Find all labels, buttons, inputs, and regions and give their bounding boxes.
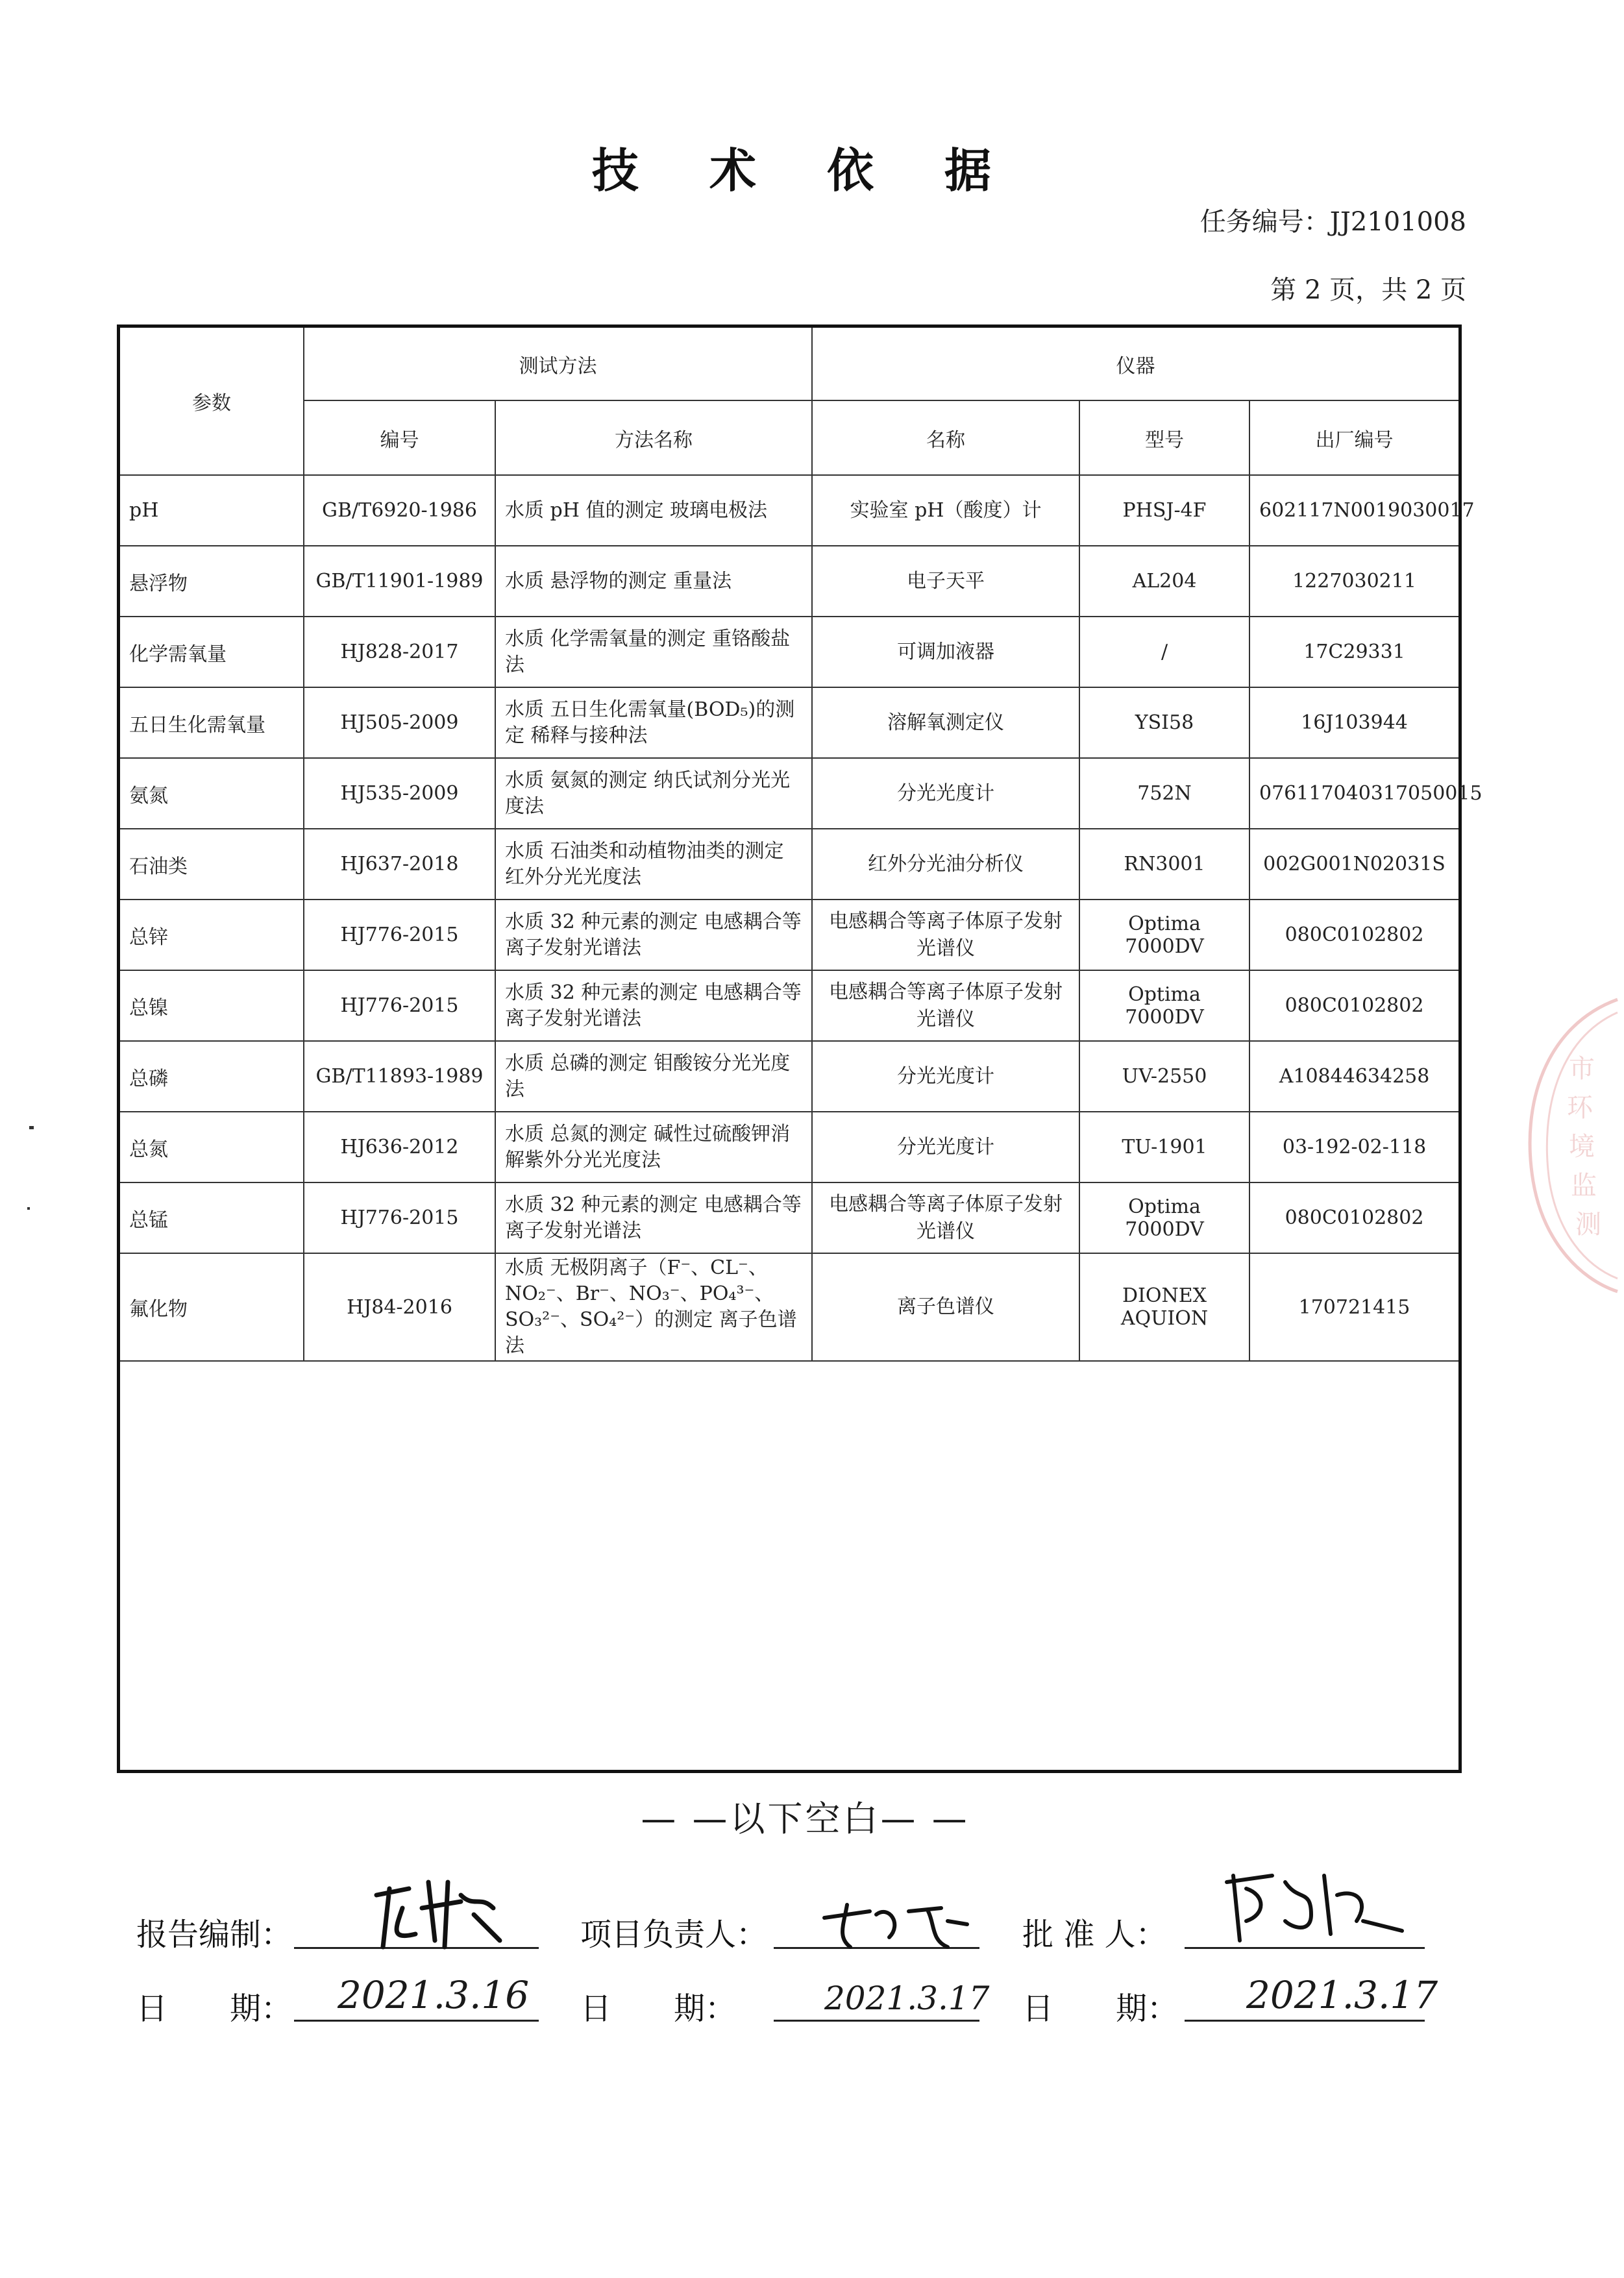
scan-mark	[27, 1207, 30, 1210]
project-manager-signature	[818, 1885, 980, 1957]
approver-date: 2021.3.17	[1246, 1973, 1438, 2017]
code-cell: HJ828-2017	[304, 617, 495, 687]
table-row	[120, 1112, 1458, 1182]
method-name-cell: 水质 32 种元素的测定 电感耦合等离子发射光谱法	[495, 1182, 812, 1253]
table-frame	[117, 325, 1483, 1773]
code-cell: HJ84-2016	[304, 1253, 495, 1361]
param-cell: 氟化物	[120, 1253, 304, 1361]
code-cell: HJ535-2009	[304, 758, 495, 829]
serial-cell: 03-192-02-118	[1249, 1112, 1458, 1182]
code-cell: HJ505-2009	[304, 687, 495, 758]
svg-text:测: 测	[1575, 1210, 1601, 1240]
svg-text:市: 市	[1569, 1054, 1595, 1084]
approver-label: 批 准 人：	[1022, 1917, 1167, 1953]
instrument-name-cell: 电感耦合等离子体原子发射光谱仪	[812, 900, 1079, 970]
red-seal-stamp	[1507, 986, 1624, 1298]
param-cell: 总镍	[120, 970, 304, 1041]
code-header: 编号	[304, 400, 495, 475]
param-cell: 总氮	[120, 1112, 304, 1182]
param-cell: 总锌	[120, 900, 304, 970]
approver-signature	[1214, 1863, 1409, 1947]
model-cell: Optima 7000DV	[1079, 1182, 1249, 1253]
method-name-cell: 水质 石油类和动植物油类的测定 红外分光光度法	[495, 829, 812, 900]
code-cell: GB/T11901-1989	[304, 546, 495, 617]
param-cell: 悬浮物	[120, 546, 304, 617]
prepared-by-label: 报告编制：	[136, 1917, 293, 1953]
code-cell: HJ776-2015	[304, 970, 495, 1041]
serial-cell: 002G001N02031S	[1249, 829, 1458, 900]
method-name-cell: 水质 五日生化需氧量(BOD₅)的测定 稀释与接种法	[495, 687, 812, 758]
date-label-2: 日 期：	[580, 1990, 737, 2027]
instrument-name-cell: 实验室 pH（酸度）计	[812, 475, 1079, 546]
model-cell: RN3001	[1079, 829, 1249, 900]
serial-cell: 080C0102802	[1249, 970, 1458, 1041]
blank-below-note: — —以下空白— —	[641, 1798, 970, 1839]
model-cell: AL204	[1079, 546, 1249, 617]
instrument-name-cell: 离子色谱仪	[812, 1253, 1079, 1361]
table-header-row-1	[120, 328, 1458, 400]
prepared-by-signature	[363, 1869, 519, 1953]
date-label-3: 日 期：	[1022, 1990, 1179, 2027]
model-cell: YSI58	[1079, 687, 1249, 758]
method-name-cell: 水质 氨氮的测定 纳氏试剂分光光度法	[495, 758, 812, 829]
serial-cell: 076117040317050015	[1249, 758, 1458, 829]
code-cell: HJ636-2012	[304, 1112, 495, 1182]
table-header-row-2	[120, 400, 1458, 475]
manager-date: 2021.3.17	[824, 1979, 990, 2017]
document-title: 技 术 依 据	[591, 143, 1019, 198]
serial-cell: 16J103944	[1249, 687, 1458, 758]
method-header: 测试方法	[304, 328, 812, 400]
method-name-cell: 水质 总氮的测定 碱性过硫酸钾消解紫外分光光度法	[495, 1112, 812, 1182]
param-cell: 五日生化需氧量	[120, 687, 304, 758]
model-cell: /	[1079, 617, 1249, 687]
method-name-cell: 水质 总磷的测定 钼酸铵分光光度法	[495, 1041, 812, 1112]
serial-cell: 1227030211	[1249, 546, 1458, 617]
instrument-name-cell: 分光光度计	[812, 1112, 1079, 1182]
table-body	[120, 475, 1483, 1361]
method-name-cell: 水质 32 种元素的测定 电感耦合等离子发射光谱法	[495, 900, 812, 970]
technical-basis-table	[120, 328, 1483, 1362]
serial-cell: 170721415	[1249, 1253, 1458, 1361]
model-cell: PHSJ-4F	[1079, 475, 1249, 546]
table-row	[120, 970, 1458, 1041]
table-row	[120, 900, 1458, 970]
model-cell: Optima 7000DV	[1079, 900, 1249, 970]
method-name-cell: 水质 悬浮物的测定 重量法	[495, 546, 812, 617]
date-line-1	[294, 2020, 539, 2022]
serial-cell: A10844634258	[1249, 1041, 1458, 1112]
table-row	[120, 475, 1458, 546]
table-row	[120, 1253, 1458, 1361]
param-cell: 石油类	[120, 829, 304, 900]
code-cell: HJ637-2018	[304, 829, 495, 900]
param-cell: 总锰	[120, 1182, 304, 1253]
svg-text:环: 环	[1567, 1093, 1593, 1123]
serial-cell: 602117N0019030017	[1249, 475, 1458, 546]
code-cell: HJ776-2015	[304, 1182, 495, 1253]
table-row	[120, 687, 1458, 758]
model-cell: 752N	[1079, 758, 1249, 829]
prepared-date: 2021.3.16	[338, 1973, 530, 2017]
date-line-3	[1185, 2020, 1425, 2022]
table-row	[120, 617, 1458, 687]
instrument-header: 仪器	[812, 328, 1458, 400]
svg-text:境: 境	[1569, 1132, 1595, 1162]
serial-cell: 17C29331	[1249, 617, 1458, 687]
serial-header: 出厂编号	[1249, 400, 1458, 475]
model-cell: DIONEX AQUION	[1079, 1253, 1249, 1361]
instrument-name-cell: 电感耦合等离子体原子发射光谱仪	[812, 1182, 1079, 1253]
code-cell: HJ776-2015	[304, 900, 495, 970]
project-manager-label: 项目负责人：	[580, 1917, 768, 1953]
method-name-cell: 水质 无极阴离子（F⁻、CL⁻、NO₂⁻、Br⁻、NO₃⁻、PO₄³⁻、SO₃²⁻、SO₄²⁻）的测定 离子色谱法	[495, 1253, 812, 1361]
table-row	[120, 1182, 1458, 1253]
approver-line	[1185, 1947, 1425, 1949]
param-cell: 氨氮	[120, 758, 304, 829]
table-row	[120, 1041, 1458, 1112]
table-row	[120, 829, 1458, 900]
model-cell: UV-2550	[1079, 1041, 1249, 1112]
param-header: 参数	[120, 328, 304, 475]
svg-text:监: 监	[1571, 1171, 1597, 1201]
code-cell: GB/T6920-1986	[304, 475, 495, 546]
param-cell: 总磷	[120, 1041, 304, 1112]
page-info: 第 2 页，共 2 页	[1270, 275, 1466, 305]
instrument-name-header: 名称	[812, 400, 1079, 475]
serial-cell: 080C0102802	[1249, 1182, 1458, 1253]
instrument-name-cell: 分光光度计	[812, 1041, 1079, 1112]
param-cell: pH	[120, 475, 304, 546]
method-name-cell: 水质 32 种元素的测定 电感耦合等离子发射光谱法	[495, 970, 812, 1041]
instrument-name-cell: 溶解氧测定仪	[812, 687, 1079, 758]
model-cell: Optima 7000DV	[1079, 970, 1249, 1041]
scan-mark	[29, 1126, 34, 1129]
instrument-name-cell: 分光光度计	[812, 758, 1079, 829]
code-cell: GB/T11893-1989	[304, 1041, 495, 1112]
table-row	[120, 546, 1458, 617]
param-cell: 化学需氧量	[120, 617, 304, 687]
serial-cell: 080C0102802	[1249, 900, 1458, 970]
instrument-name-cell: 电子天平	[812, 546, 1079, 617]
method-name-cell: 水质 化学需氧量的测定 重铬酸盐法	[495, 617, 812, 687]
instrument-name-cell: 红外分光油分析仪	[812, 829, 1079, 900]
method-name-cell: 水质 pH 值的测定 玻璃电极法	[495, 475, 812, 546]
model-header: 型号	[1079, 400, 1249, 475]
model-cell: TU-1901	[1079, 1112, 1249, 1182]
date-label-1: 日 期：	[136, 1990, 293, 2027]
task-number: 任务编号：JJ2101008	[1200, 207, 1466, 237]
instrument-name-cell: 电感耦合等离子体原子发射光谱仪	[812, 970, 1079, 1041]
date-line-2	[774, 2020, 979, 2022]
instrument-name-cell: 可调加液器	[812, 617, 1079, 687]
method-name-header: 方法名称	[495, 400, 812, 475]
table-row	[120, 758, 1458, 829]
